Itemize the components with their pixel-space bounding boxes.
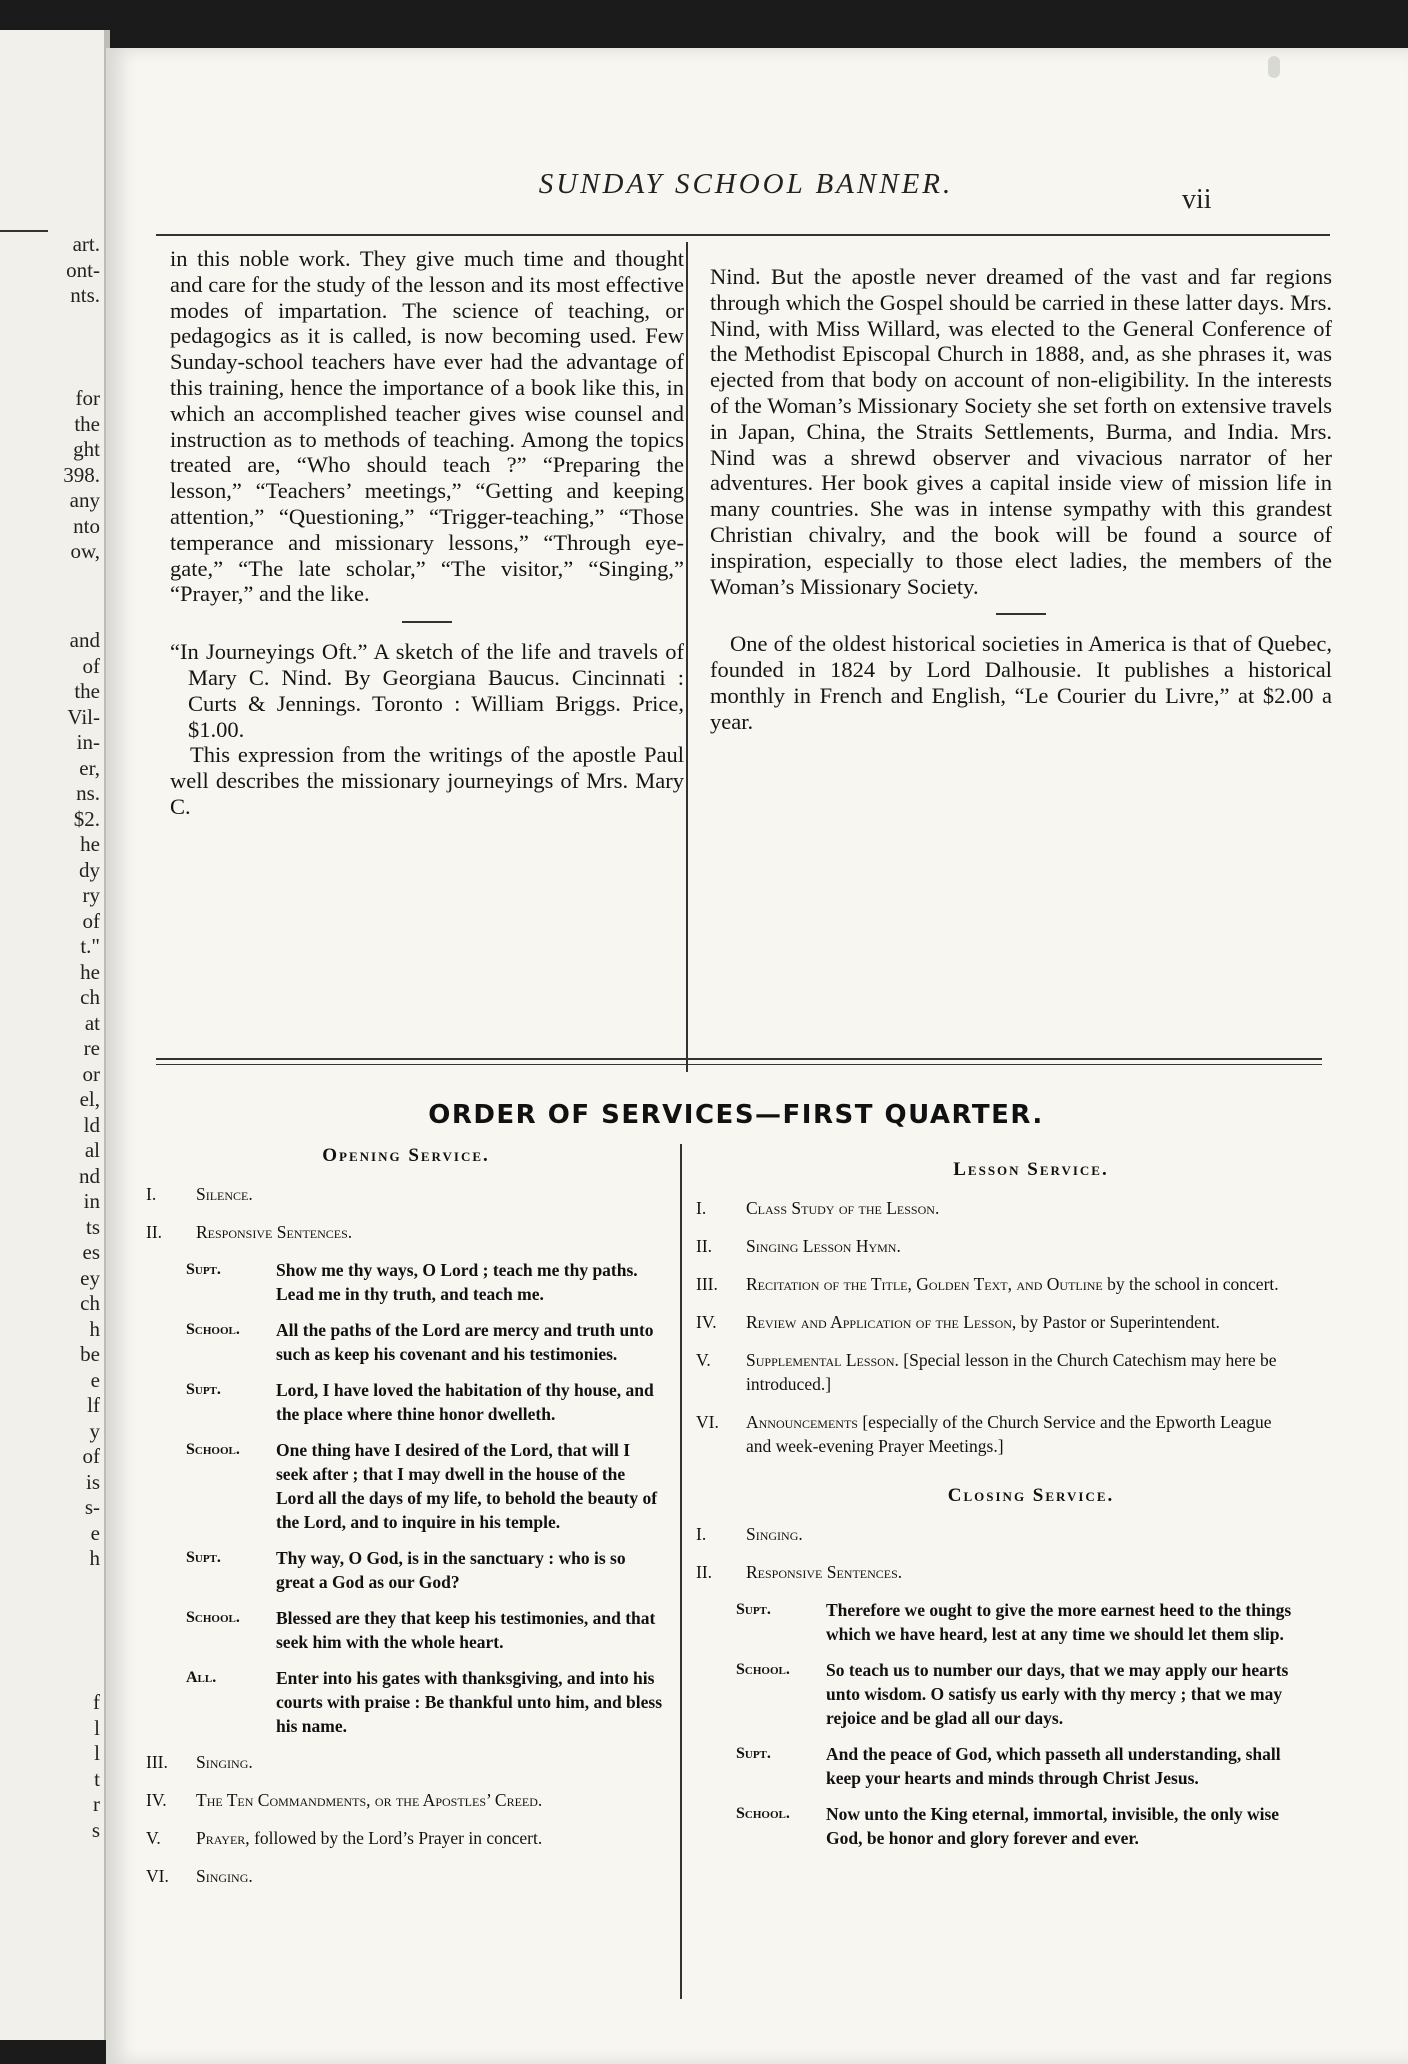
order-of-services-title: ORDER OF SERVICES—FIRST QUARTER. bbox=[428, 1100, 1044, 1130]
item-text bbox=[746, 1348, 1296, 1396]
speaker: Supt. bbox=[736, 1745, 771, 1762]
item-number: I. bbox=[696, 1198, 707, 1218]
previous-page-fragment: nto bbox=[73, 513, 100, 538]
closing-service-heading: Closing Service. bbox=[947, 1485, 1115, 1506]
list-item bbox=[146, 1864, 666, 1888]
item-number: II. bbox=[146, 1222, 163, 1242]
right-paragraph-2: One of the oldest historical societies in America is that of Quebec, founded in 1824 by Lord Dalhousie. It publishes a historical monthly in French and English, “Le Courier du Livre,” at $2.00 a year. bbox=[710, 631, 1332, 734]
previous-page-fragment: ont- bbox=[66, 257, 100, 282]
previous-page-fragment: re bbox=[83, 1036, 100, 1060]
speaker: Supt. bbox=[186, 1549, 221, 1566]
previous-page-fragment: ey bbox=[80, 1265, 100, 1290]
page-number: vii bbox=[1182, 184, 1212, 215]
item-text-caps: Recitation of the Title, Golden Text, and Outline bbox=[746, 1274, 1103, 1294]
list-item bbox=[696, 1196, 1296, 1220]
lesson-service-heading: Lesson Service. bbox=[953, 1159, 1109, 1180]
previous-page-fragment: he bbox=[80, 959, 100, 984]
previous-page-fragment: of bbox=[82, 1444, 100, 1468]
item-text-rest: by the school in concert. bbox=[1102, 1274, 1279, 1294]
list-item bbox=[146, 1750, 666, 1774]
previous-page-fragment: at bbox=[84, 1010, 100, 1035]
previous-page-fragment: y bbox=[89, 1418, 100, 1443]
previous-page-fragment: el, bbox=[79, 1087, 100, 1111]
item-number: I. bbox=[696, 1524, 707, 1544]
previous-page-fragment: ld bbox=[83, 1112, 100, 1137]
list-item bbox=[146, 1220, 666, 1244]
previous-page-fragment: e bbox=[90, 1520, 100, 1545]
response-text: Thy way, O God, is in the sanctuary : who is so great a God as our God? bbox=[276, 1548, 626, 1592]
responsive-line bbox=[736, 1598, 1296, 1646]
item-number: IV. bbox=[146, 1790, 167, 1810]
speaker: School. bbox=[186, 1609, 240, 1626]
previous-page-fragment: and bbox=[69, 628, 100, 652]
right-paragraph-1: Nind. But the apostle never dreamed of the vast and far regions through which the Gospel should be carried in these latter days. Mrs. Nind, with Miss Willard, was elected to the General Conference of the Methodist Episcopal Church in 1888, and, as she phrases it, was ejected from that body on account of non-eligibility. In the interests of the Woman’s Missionary Society she set forth on extensive travels in Japan, China, the Straits Settlements, Burma, and India. Mrs. Nind was a shrewd observer and vivacious narrator of her adventures. Her book gives a capital inside view of mission life in many countries. She was in intense sympathy with this grandest Christian chivalry, and the book will be found a source of inspiration, especially to those elect ladies, the members of the Woman’s Missionary Society. bbox=[710, 264, 1332, 599]
previous-page-fragment: ns. bbox=[76, 781, 100, 805]
previous-page-fragment: in- bbox=[76, 730, 100, 754]
previous-page-fragment: r bbox=[93, 1792, 100, 1816]
left-paragraph-1: in this noble work. They give much time and thought and care for the study of the lesson and its most effective modes of impartation. The science of teaching, or pedagogics as it is called, is now becoming used. Few Sunday-school teachers have ever had the advantage of this training, hence the importance of a book like this, in which an accomplished teacher gives wise counsel and instruction as to methods of teaching. Among the topics treated are, “Who should teach ?” “Preparing the lesson,” “Teachers’ meetings,” “Getting and keeping attention,” “Questioning,” “Trigger-teaching,” “Those temperance and missionary lessons,” “Through eye-gate,” “The late scholar,” “The visitor,” “Singing,” “Prayer,” and the like. bbox=[170, 246, 684, 607]
item-text-rest: by Pastor or Superintendent. bbox=[1016, 1312, 1220, 1332]
item-text: Responsive Sentences. bbox=[196, 1222, 353, 1242]
previous-page-fragment: h bbox=[89, 1546, 100, 1570]
item-number: VI. bbox=[146, 1866, 169, 1886]
responsive-line bbox=[186, 1666, 666, 1738]
header-rule bbox=[156, 234, 1330, 236]
previous-page-fragment: l bbox=[94, 1715, 100, 1740]
response-text: Therefore we ought to give the more earnest heed to the things which we have heard, lest at any time we should let them slip. bbox=[826, 1600, 1292, 1644]
previous-page-fragment: dy bbox=[79, 857, 100, 882]
previous-page-fragment: of bbox=[82, 653, 100, 678]
left-text-column bbox=[170, 246, 684, 820]
previous-page-fragment: ow, bbox=[70, 539, 100, 563]
responsive-line bbox=[186, 1318, 666, 1366]
double-rule-bottom bbox=[156, 1064, 1322, 1065]
item-number: VI. bbox=[696, 1412, 719, 1432]
item-text: Singing. bbox=[196, 1866, 253, 1886]
item-text: The Ten Commandments, or the Apostles’ Creed. bbox=[196, 1790, 543, 1810]
item-text-caps: Review and Application of the Lesson, bbox=[746, 1312, 1017, 1332]
speaker: School. bbox=[736, 1661, 790, 1678]
responsive-line bbox=[736, 1658, 1296, 1730]
previous-page-fragment: 398. bbox=[63, 462, 100, 487]
list-item bbox=[696, 1310, 1296, 1334]
item-number: II. bbox=[696, 1562, 713, 1582]
list-item bbox=[146, 1182, 666, 1206]
item-text: Singing. bbox=[746, 1524, 803, 1544]
item-text-rest: followed by the Lord’s Prayer in concert. bbox=[249, 1828, 543, 1848]
list-item bbox=[146, 1826, 666, 1850]
item-number: IV. bbox=[696, 1312, 717, 1332]
previous-page-fragment: h bbox=[89, 1316, 100, 1341]
list-item bbox=[696, 1272, 1296, 1296]
previous-page-fragment: he bbox=[80, 832, 100, 856]
item-number: V. bbox=[146, 1828, 161, 1848]
list-item bbox=[146, 1788, 666, 1812]
previous-page-fragment: the bbox=[74, 411, 100, 436]
response-text: And the peace of God, which passeth all understanding, shall keep your hearts and minds through Christ Jesus. bbox=[826, 1744, 1281, 1788]
item-text-rest: [Special lesson in the Church Catechism may here be introduced.] bbox=[746, 1350, 1277, 1394]
previous-page-fragment: any bbox=[69, 488, 100, 512]
speaker: All. bbox=[186, 1669, 217, 1686]
previous-page-fragment: nd bbox=[79, 1163, 100, 1188]
services-column-divider bbox=[680, 1144, 682, 1999]
item-number: III. bbox=[696, 1274, 718, 1294]
item-number: V. bbox=[696, 1350, 711, 1370]
column-divider bbox=[686, 242, 688, 1072]
previous-page-fragment: ry bbox=[82, 883, 100, 907]
previous-page-fragment: ts bbox=[85, 1214, 100, 1239]
speaker: School. bbox=[736, 1805, 790, 1822]
item-text: Responsive Sentences. bbox=[746, 1562, 903, 1582]
previous-page-fragment: in bbox=[83, 1189, 100, 1213]
previous-page-fragment: s- bbox=[84, 1495, 100, 1519]
list-item bbox=[696, 1234, 1296, 1258]
previous-page-fragment: ch bbox=[80, 1291, 100, 1315]
item-text: Singing Lesson Hymn. bbox=[746, 1236, 901, 1256]
left-paragraph-2: This expression from the writings of the apostle Paul well describes the missionary journeyings of Mrs. Mary C. bbox=[170, 742, 684, 819]
section-rule bbox=[996, 613, 1046, 615]
previous-page-fragment: ght bbox=[73, 437, 100, 461]
item-text-caps: Prayer, bbox=[196, 1828, 250, 1848]
response-text: Now unto the King eternal, immortal, invisible, the only wise God, be honor and glory forever and ever. bbox=[826, 1804, 1280, 1848]
previous-page-fragment: ch bbox=[80, 985, 100, 1009]
item-text-caps: Announcements bbox=[746, 1412, 858, 1432]
item-text bbox=[746, 1310, 1296, 1334]
lesson-and-closing-column bbox=[696, 1158, 1296, 1862]
responsive-line bbox=[736, 1742, 1296, 1790]
item-number: III. bbox=[146, 1752, 168, 1772]
previous-page-fragment: f bbox=[93, 1690, 100, 1714]
response-text: All the paths of the Lord are mercy and truth unto such as keep his covenant and his testimonies. bbox=[276, 1320, 654, 1364]
previous-page-fragment: Vil- bbox=[67, 704, 100, 729]
speaker: Supt. bbox=[186, 1381, 221, 1398]
response-text: Lord, I have loved the habitation of thy house, and the place where thine honor dwelleth. bbox=[276, 1380, 654, 1424]
section-rule bbox=[402, 621, 452, 623]
previous-page-fragment: e bbox=[90, 1367, 100, 1392]
previous-page-edge bbox=[0, 30, 110, 2040]
previous-page-fragment: t bbox=[94, 1766, 100, 1791]
response-text: So teach us to number our days, that we may apply our hearts unto wisdom. O satisfy us early with thy mercy ; that we may rejoice and be glad all our days. bbox=[826, 1660, 1289, 1728]
item-text bbox=[196, 1826, 666, 1850]
item-text: Singing. bbox=[196, 1752, 253, 1772]
speaker: School. bbox=[186, 1441, 240, 1458]
response-text: Show me thy ways, O Lord ; teach me thy paths. Lead me in thy truth, and teach me. bbox=[276, 1260, 638, 1304]
book-notice: “In Journeyings Oft.” A sketch of the life and travels of Mary C. Nind. By Georgiana Baucus. Cincinnati : Curts & Jennings. Toronto : William Briggs. Price, $1.00. bbox=[170, 639, 684, 742]
book-page bbox=[106, 48, 1408, 2064]
list-item bbox=[696, 1522, 1296, 1546]
item-text bbox=[746, 1410, 1296, 1458]
response-text: Blessed are they that keep his testimonies, and that seek him with the whole heart. bbox=[276, 1608, 656, 1652]
previous-page-fragment: al bbox=[84, 1138, 100, 1162]
responsive-line bbox=[186, 1606, 666, 1654]
running-title: SUNDAY SCHOOL BANNER. bbox=[538, 168, 954, 200]
previous-page-fragment: er, bbox=[79, 755, 100, 780]
responsive-line bbox=[186, 1546, 666, 1594]
item-text-rest: [especially of the Church Service and the Epworth League and week-evening Prayer Meetings.] bbox=[746, 1412, 1272, 1456]
opening-service-heading: Opening Service. bbox=[322, 1145, 490, 1166]
speaker: Supt. bbox=[736, 1601, 771, 1618]
page-speck bbox=[1268, 56, 1280, 78]
speaker: School. bbox=[186, 1321, 240, 1338]
previous-page-fragment: $2. bbox=[73, 806, 100, 831]
previous-page-fragment: nts. bbox=[70, 283, 100, 307]
speaker: Supt. bbox=[186, 1261, 221, 1278]
previous-page-fragment: t." bbox=[80, 934, 100, 958]
responsive-line bbox=[186, 1378, 666, 1426]
previous-page-fragment: for bbox=[75, 386, 100, 410]
responsive-line bbox=[186, 1258, 666, 1306]
item-text bbox=[746, 1272, 1296, 1296]
list-item bbox=[696, 1348, 1296, 1396]
responsive-line bbox=[736, 1802, 1296, 1850]
responsive-line bbox=[186, 1438, 666, 1534]
previous-page-fragment: be bbox=[80, 1342, 100, 1366]
previous-page-fragment: es bbox=[82, 1240, 100, 1264]
double-rule-top bbox=[156, 1058, 1322, 1060]
item-number: I. bbox=[146, 1184, 157, 1204]
previous-page-fragment: lf bbox=[87, 1393, 100, 1417]
previous-page-fragment: the bbox=[74, 679, 100, 703]
response-text: Enter into his gates with thanksgiving, and into his courts with praise : Be thankful unto him, and bless his name. bbox=[276, 1668, 663, 1736]
right-text-column bbox=[710, 264, 1332, 735]
response-text: One thing have I desired of the Lord, that will I seek after ; that I may dwell in the house of the Lord all the days of my life, to behold the beauty of the Lord, and to inquire in his temple. bbox=[276, 1440, 658, 1532]
list-item bbox=[696, 1410, 1296, 1458]
item-text: Silence. bbox=[196, 1184, 253, 1204]
item-text-caps: Supplemental Lesson. bbox=[746, 1350, 899, 1370]
item-number: II. bbox=[696, 1236, 713, 1256]
previous-page-fragment: s bbox=[91, 1817, 100, 1842]
previous-page-fragment: of bbox=[82, 908, 100, 933]
previous-page-fragment: l bbox=[94, 1741, 100, 1765]
previous-page-fragment: or bbox=[82, 1061, 100, 1086]
previous-page-fragment: art. bbox=[72, 232, 100, 256]
opening-service-column bbox=[146, 1144, 666, 1902]
previous-page-fragment: is bbox=[85, 1469, 100, 1494]
item-text: Class Study of the Lesson. bbox=[746, 1198, 940, 1218]
list-item bbox=[696, 1560, 1296, 1584]
